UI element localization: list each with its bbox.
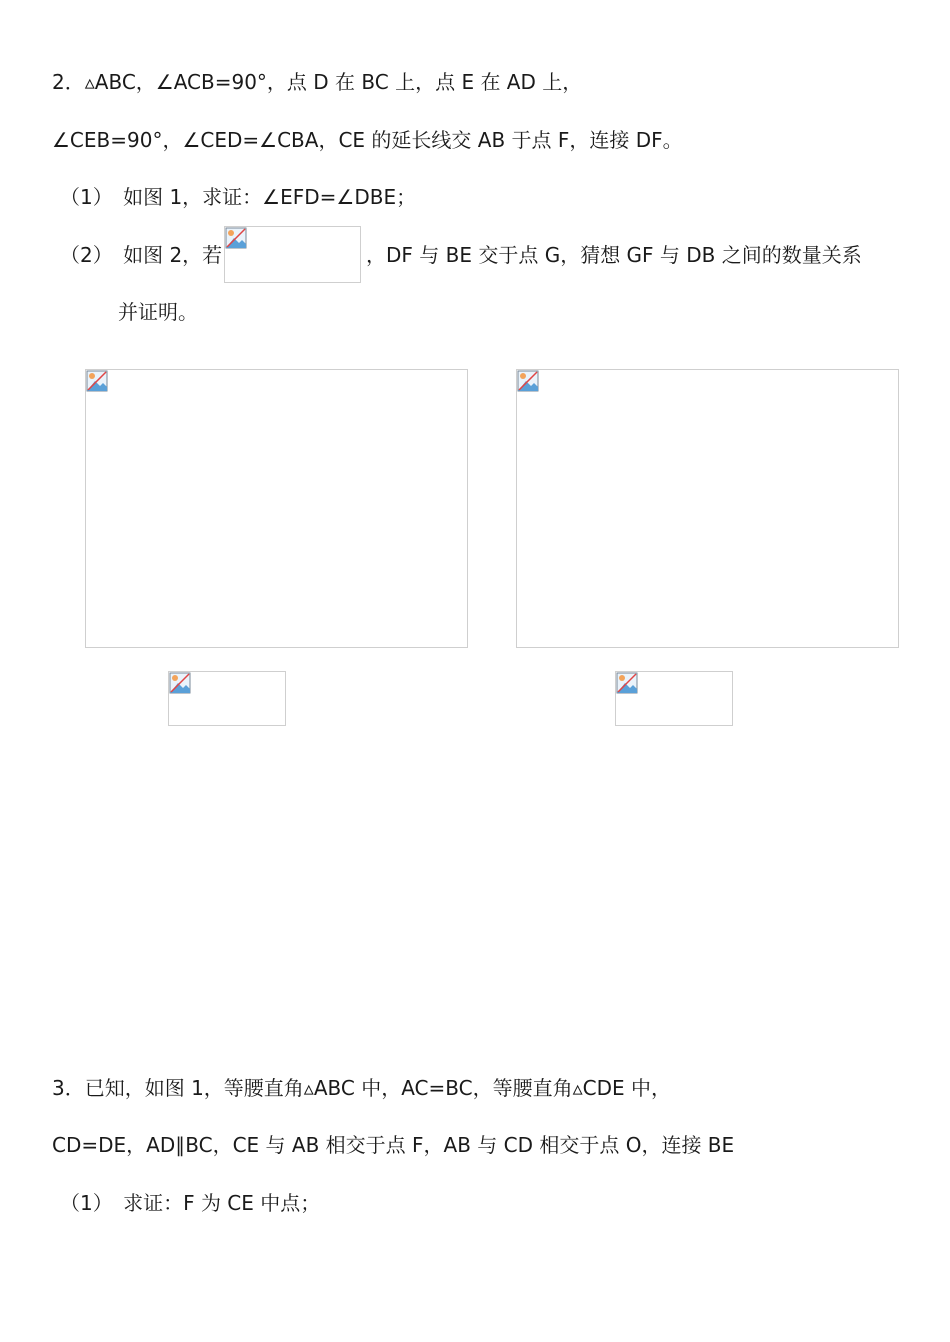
problem2-q2 xyxy=(60,241,222,269)
broken-image-icon xyxy=(616,672,638,694)
problem2-q1 xyxy=(60,183,416,211)
figure-2-caption-image xyxy=(615,671,733,726)
broken-image-icon xyxy=(517,370,539,392)
figure-1-image xyxy=(85,369,468,648)
broken-image-icon xyxy=(86,370,108,392)
problem2-q2-line2: 并证明。 xyxy=(118,300,198,324)
q2-number: （2） xyxy=(60,243,113,267)
figure-1-caption-image xyxy=(168,671,286,726)
problem2-line2: ∠CEB=90°，∠CED=∠CBA，CE 的延长线交 AB 于点 F，连接 DF。 xyxy=(52,128,683,152)
p3-q1-text: 求证：F 为 CE 中点； xyxy=(123,1191,321,1215)
broken-image-icon xyxy=(225,227,247,249)
p3-q1-number: （1） xyxy=(60,1191,113,1215)
problem2-line1: 2．▵ABC，∠ACB=90°，点 D 在 BC 上，点 E 在 AD 上， xyxy=(52,70,583,94)
q1-number: （1） xyxy=(60,185,113,209)
inline-condition-image xyxy=(224,226,361,283)
q2-text-before: 如图 2，若 xyxy=(123,243,223,267)
problem2-q2-after: ，DF 与 BE 交于点 G，猜想 GF 与 DB 之间的数量关系 xyxy=(366,243,862,267)
problem3-line2: CD=DE，AD∥BC，CE 与 AB 相交于点 F，AB 与 CD 相交于点 O，连接 BE xyxy=(52,1133,735,1157)
q1-text: 如图 1，求证：∠EFD=∠DBE； xyxy=(123,185,417,209)
figure-2-image xyxy=(516,369,899,648)
problem3-line1: 3．已知，如图 1，等腰直角▵ABC 中，AC=BC，等腰直角▵CDE 中， xyxy=(52,1076,672,1100)
problem3-q1 xyxy=(60,1189,320,1217)
broken-image-icon xyxy=(169,672,191,694)
